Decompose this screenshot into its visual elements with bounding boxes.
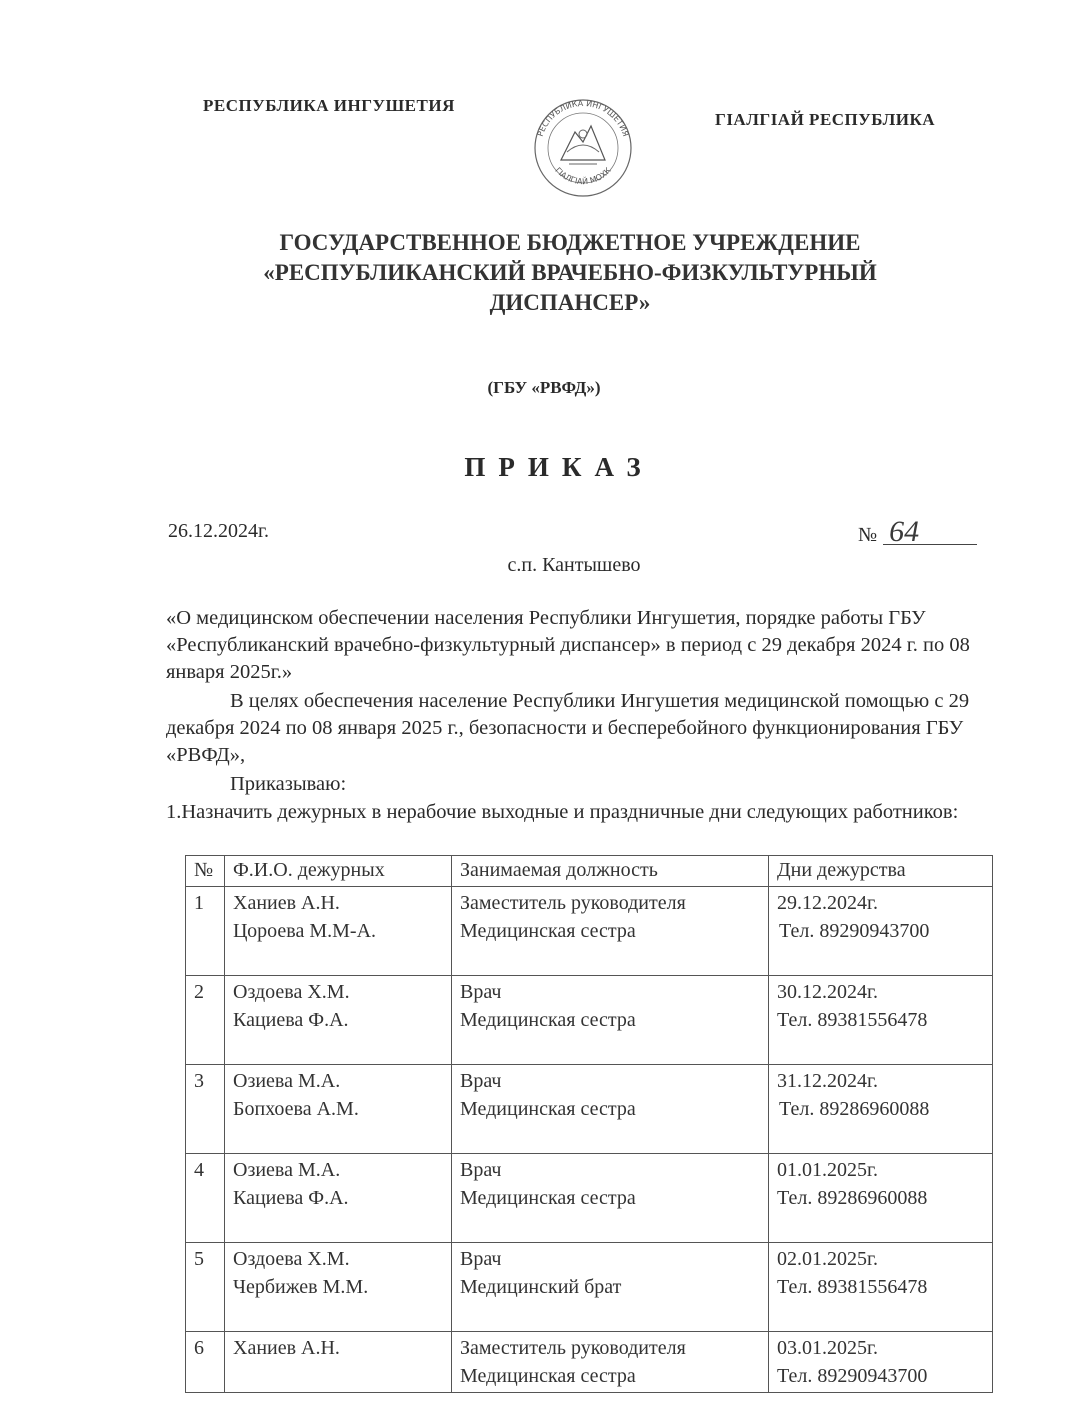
duty-date: 02.01.2025г. [777, 1248, 878, 1270]
coat-of-arms-seal [523, 90, 643, 200]
row-positions [452, 976, 769, 1065]
row-positions [452, 1243, 769, 1332]
duty-name: Озиева М.А. [233, 1159, 341, 1181]
duty-position: Заместитель руководителя [460, 892, 686, 914]
order-item-1: 1.Назначить дежурных в нерабочие выходные и праздничные дни следующих работников: [166, 801, 959, 823]
svg-text:РЕСПУБЛИКА ИНГУШЕТИЯ [536, 99, 630, 138]
row-days [769, 1243, 993, 1332]
table-row [186, 887, 993, 976]
duty-position: Медицинский брат [460, 1276, 622, 1298]
duty-name: Кациева Ф.А. [233, 1187, 349, 1209]
duty-position: Медицинская сестра [460, 1187, 636, 1209]
duty-position: Врач [460, 981, 502, 1003]
order-date: 26.12.2024г. [168, 520, 269, 542]
duty-position: Заместитель руководителя [460, 1337, 686, 1359]
row-number: 2 [186, 976, 225, 1065]
row-positions [452, 1332, 769, 1393]
row-number: 1 [186, 887, 225, 976]
institution-line-2: «РЕСПУБЛИКАНСКИЙ ВРАЧЕБНО-ФИЗКУЛЬТУРНЫЙ [263, 260, 877, 285]
duty-position: Медицинская сестра [460, 1009, 636, 1031]
duty-date: 03.01.2025г. [777, 1337, 878, 1359]
duty-position: Медицинская сестра [460, 1098, 636, 1120]
seal-bottom-text: ГIАЛГIАЙ МОХК [553, 165, 613, 187]
order-decree: Приказываю: [230, 773, 347, 795]
duty-name: Озиева М.А. [233, 1070, 341, 1092]
order-number [858, 515, 977, 548]
duty-name: Чербижев М.М. [233, 1276, 369, 1298]
col-header-position: Занимаемая должность [452, 856, 769, 887]
duty-position: Медицинская сестра [460, 920, 636, 942]
institution-name [120, 228, 1020, 318]
row-names [225, 1243, 452, 1332]
table-row [186, 1243, 993, 1332]
row-names [225, 976, 452, 1065]
duty-name: Кациева Ф.А. [233, 1009, 349, 1031]
header-republic-ing: ГIАЛГIАЙ РЕСПУБЛИКА [715, 110, 936, 129]
row-names [225, 1065, 452, 1154]
row-days [769, 1332, 993, 1393]
duty-phone: Тел. 89286960088 [777, 1187, 928, 1209]
row-days [769, 976, 993, 1065]
row-names [225, 1332, 452, 1393]
col-header-number: № [186, 856, 225, 887]
row-names [225, 1154, 452, 1243]
duty-name: Оздоева Х.М. [233, 1248, 350, 1270]
duty-table [185, 855, 993, 1393]
duty-date: 31.12.2024г. [777, 1070, 878, 1092]
duty-phone: Тел. 89381556478 [777, 1009, 928, 1031]
table-row [186, 1154, 993, 1243]
duty-name: Оздоева Х.М. [233, 981, 350, 1003]
duty-position: Врач [460, 1248, 502, 1270]
duty-position: Медицинская сестра [460, 1365, 636, 1387]
institution-line-3: ДИСПАНСЕР» [489, 290, 651, 315]
duty-phone: Тел. 89286960088 [779, 1098, 930, 1120]
row-positions [452, 1154, 769, 1243]
duty-name: Бопхоева А.М. [233, 1098, 359, 1120]
institution-short-name: (ГБУ «РВФД») [487, 378, 601, 397]
duty-phone: Тел. 89381556478 [777, 1276, 928, 1298]
row-positions [452, 887, 769, 976]
duty-date: 29.12.2024г. [777, 892, 878, 914]
duty-table-header [186, 856, 993, 887]
duty-phone: Тел. 89290943700 [777, 1365, 928, 1387]
svg-text:ГIАЛГIАЙ МОХК [553, 166, 613, 187]
row-days [769, 1154, 993, 1243]
order-number-value: 64 [883, 520, 977, 545]
row-days [769, 887, 993, 976]
duty-name: Ханиев А.Н. [233, 1337, 340, 1359]
table-row [186, 1332, 993, 1393]
col-header-name: Ф.И.О. дежурных [225, 856, 452, 887]
col-header-days: Дни дежурства [769, 856, 993, 887]
table-row [186, 1065, 993, 1154]
row-days [769, 1065, 993, 1154]
order-subject: «О медицинском обеспечении населения Республики Ингушетия, порядке работы ГБУ «Республиканский врачебно-физкультурный диспансер» в период с 29 декабря 2024 г. по 08 января 2025г.» [166, 607, 970, 683]
order-number-label: № [858, 524, 878, 546]
duty-position: Врач [460, 1070, 502, 1092]
duty-date: 30.12.2024г. [777, 981, 878, 1003]
table-row [186, 976, 993, 1065]
duty-name: Ханиев А.Н. [233, 892, 340, 914]
row-number: 5 [186, 1243, 225, 1332]
duty-position: Врач [460, 1159, 502, 1181]
duty-date: 01.01.2025г. [777, 1159, 878, 1181]
row-number: 6 [186, 1332, 225, 1393]
order-place: с.п. Кантышево [507, 554, 641, 576]
institution-line-1: ГОСУДАРСТВЕННОЕ БЮДЖЕТНОЕ УЧРЕЖДЕНИЕ [279, 230, 861, 255]
seal-top-text: РЕСПУБЛИКА ИНГУШЕТИЯ [535, 98, 631, 138]
order-preamble: В целях обеспечения население Республики Ингушетия медицинской помощью с 29 декабря 2024 по 08 января 2025 г., безопасности и бесперебойного функционирования ГБУ «РВФД», [166, 690, 970, 766]
row-names [225, 887, 452, 976]
duty-phone: Тел. 89290943700 [779, 920, 930, 942]
row-positions [452, 1065, 769, 1154]
row-number: 4 [186, 1154, 225, 1243]
header-republic-ru: РЕСПУБЛИКА ИНГУШЕТИЯ [203, 96, 455, 115]
order-title: ПРИКАЗ [464, 452, 654, 482]
duty-name: Цороева М.М-А. [233, 920, 377, 942]
row-number: 3 [186, 1065, 225, 1154]
